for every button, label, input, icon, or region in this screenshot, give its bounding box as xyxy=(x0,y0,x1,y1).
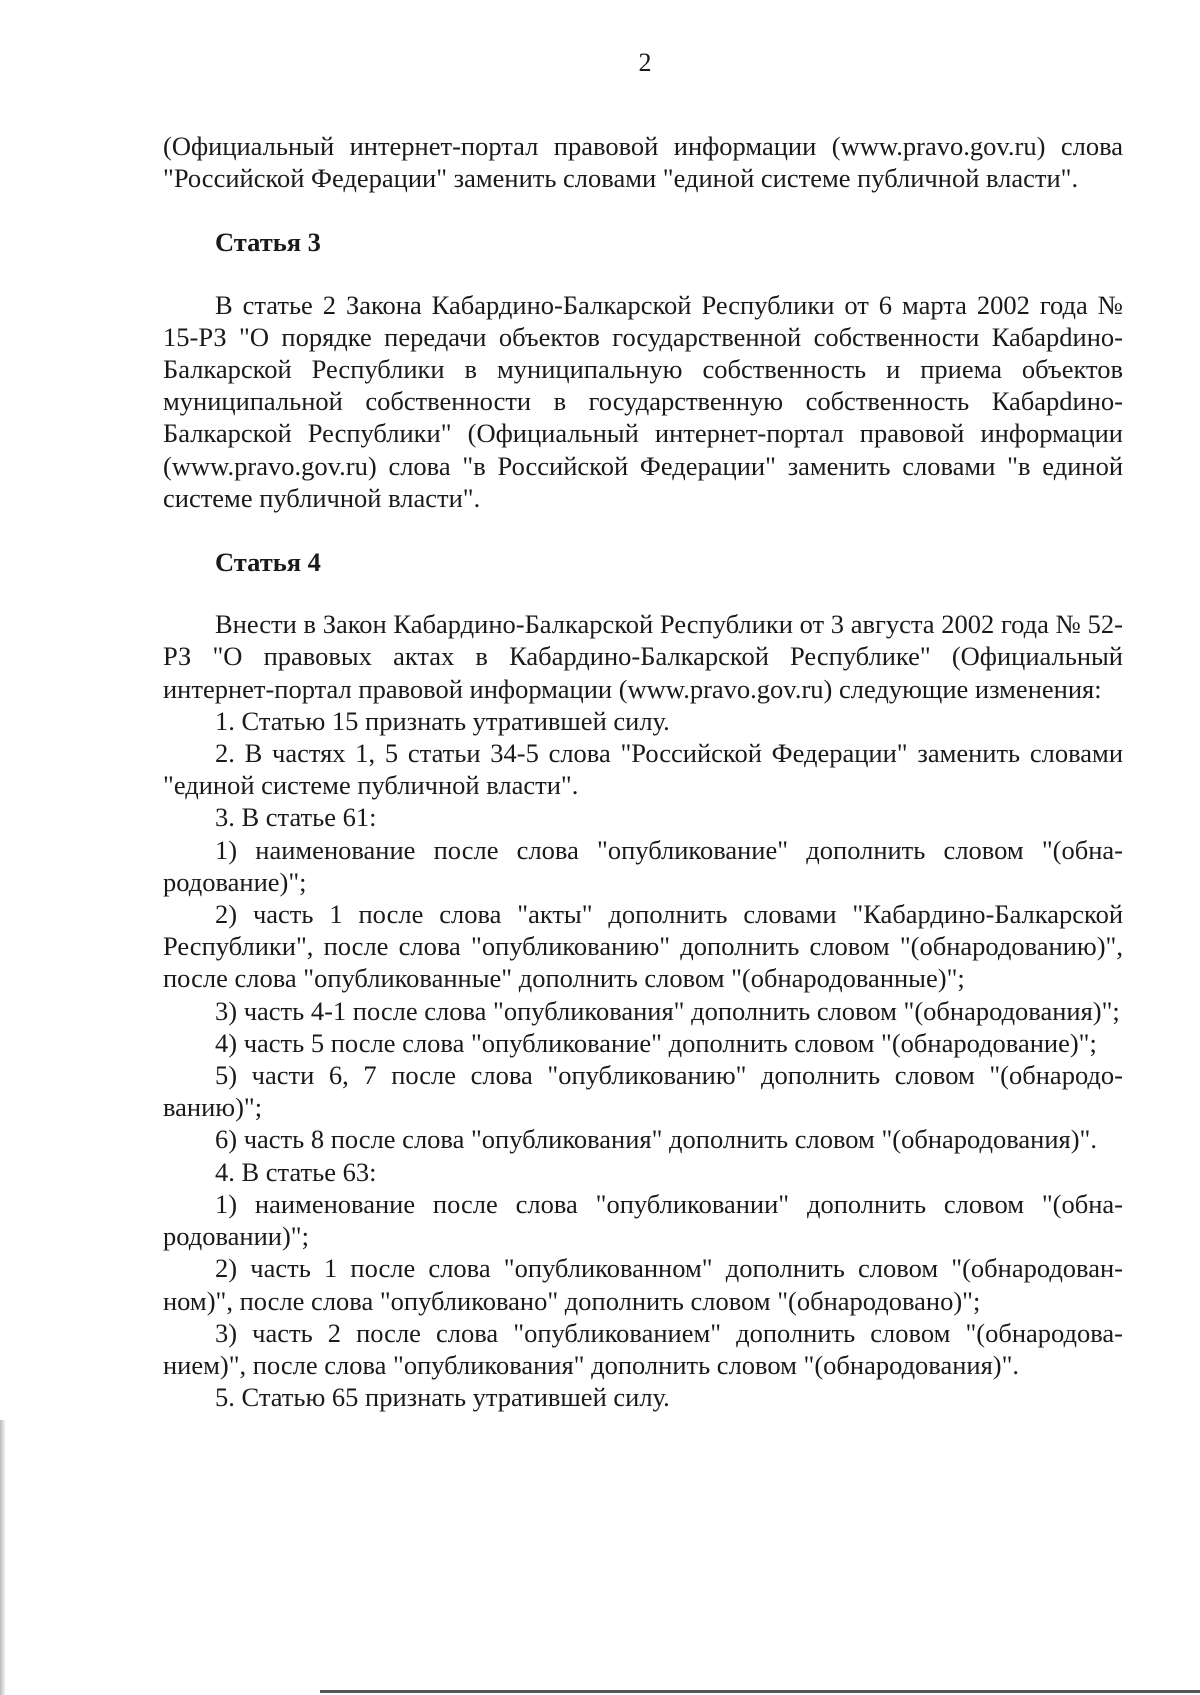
page-number: 2 xyxy=(638,48,652,77)
list-item: 6) часть 8 после слова "опубликования" дополнить словом "(обнародования)". xyxy=(215,1124,1097,1155)
scan-edge-shadow xyxy=(0,1420,6,1695)
article-4-heading: Статья 4 xyxy=(215,547,321,578)
list-item: 1) наименование после слова "опубликование" дополнить словом "(обнародование)"; xyxy=(163,834,1123,897)
article-4-items xyxy=(163,705,1123,1413)
list-item: 5) части 6, 7 после слова "опубликованию" дополнить словом "(обнародованию)"; xyxy=(163,1060,1123,1123)
intro-paragraph: (Официальный интернет-портал правовой информации (www.pravo.gov.ru) слова "Российской Федерации" заменить словами "единой системе публичной власти". xyxy=(163,131,1123,194)
list-item: 2) часть 1 после слова "опубликованном" дополнить словом "(обнародованном)", после слова "опубликовано" дополнить словом "(обнародовано)"; xyxy=(163,1253,1123,1316)
list-item: 4. В статье 63: xyxy=(215,1156,377,1187)
list-item: 3) часть 4-1 после слова "опубликования" дополнить словом "(обнародования)"; xyxy=(215,995,1120,1026)
article-3-text: В статье 2 Закона Кабардино-Балкарской Республики от 6 марта 2002 года № 15-РЗ "О порядке передачи объектов государственной собственности Кабарdино-Балкарской Республики в муниципальную собственность и приема объектов муниципальной собственности в государственную собственность Кабарdино-Балкарской Республики" (Официальный интернет-портал правовой информации (www.pravo.gov.ru) слова "в Российской Федерации" заменить словами "в единой системе публичной власти". xyxy=(163,289,1123,513)
document-body xyxy=(163,130,1123,1413)
article-3-heading: Статья 3 xyxy=(215,227,321,258)
list-item: 3. В статье 61: xyxy=(215,802,377,833)
list-item: 1) наименование после слова "опубликовании" дополнить словом "(обнародовании)"; xyxy=(163,1188,1123,1252)
list-item: 4) часть 5 после слова "опубликование" дополнить словом "(обнародование)"; xyxy=(215,1027,1097,1058)
list-item: 3) часть 2 после слова "опубликованием" дополнить словом "(обнародованием)", после слова "опубликования" дополнить словом "(обнародования)". xyxy=(163,1317,1123,1380)
list-item: 2) часть 1 после слова "акты" дополнить словами "Кабардино-Балкарской Республики", после слова "опубликованию" дополнить словом "(обнародованию)", после слова "опубликованные" дополнить словом "(обнародованные)"; xyxy=(163,899,1123,994)
article-4-intro: Внести в Закон Кабардино-Балкарской Республики от 3 августа 2002 года № 52-РЗ "О правовых актах в Кабардино-Балкарской Республике" (Официальный интернет-портал правовой информации (www.pravo.gov.ru) следующие изменения: xyxy=(163,609,1123,704)
scan-bottom-edge xyxy=(320,1690,1200,1693)
list-item: 5. Статью 65 признать утратившей силу. xyxy=(215,1382,670,1413)
list-item: 1. Статью 15 признать утратившей силу. xyxy=(215,705,670,736)
list-item: 2. В частях 1, 5 статьи 34-5 слова "Российской Федерации" заменить словами "единой системе публичной власти". xyxy=(163,738,1123,801)
